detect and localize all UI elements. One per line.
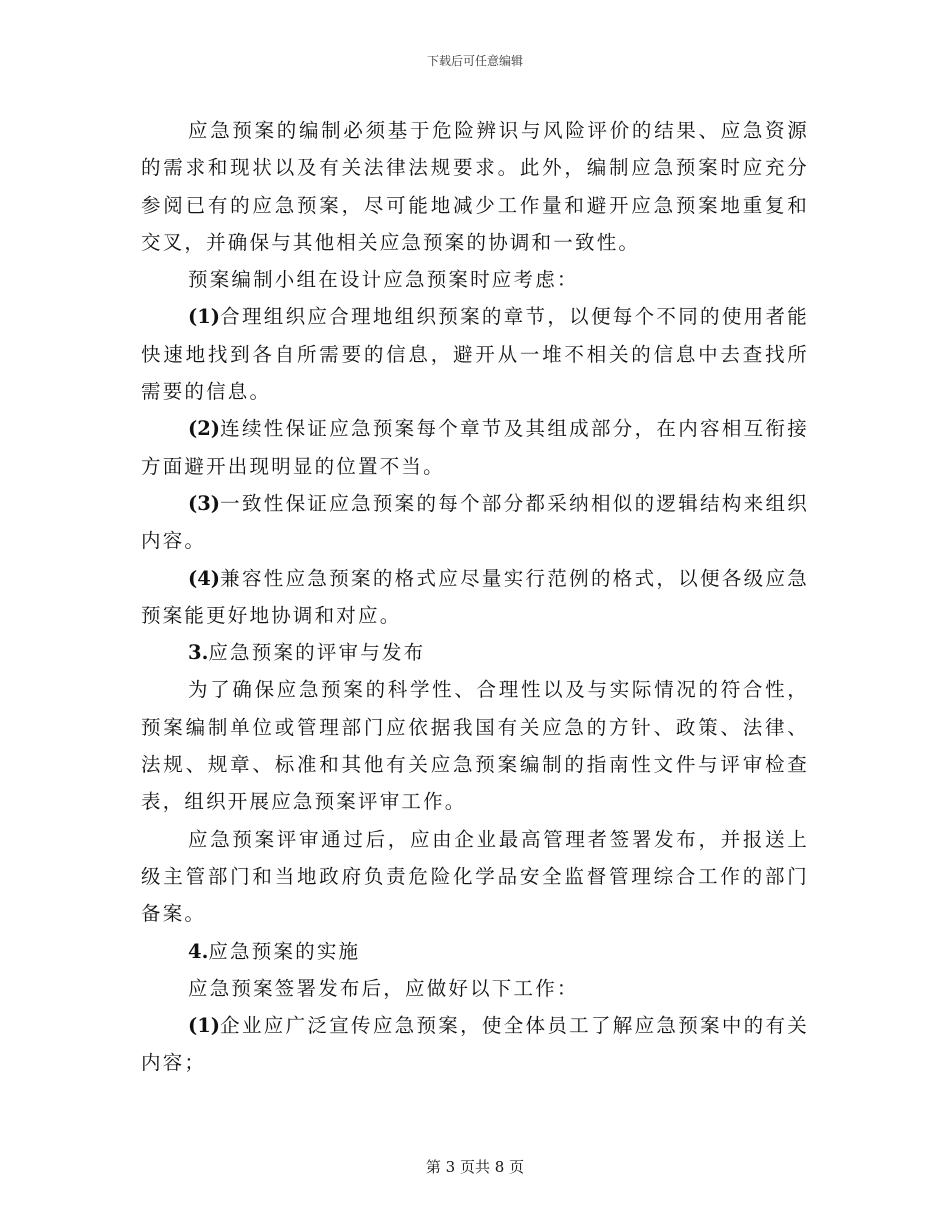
section-title: 应急预案的实施 (208, 939, 361, 963)
item-number: (2) (188, 417, 221, 441)
paragraph-text: 应急预案签署发布后，应做好以下工作： (188, 976, 579, 1000)
paragraph (141, 671, 809, 820)
item-text: 连续性保证应急预案每个章节及其组成部分，在内容相互衔接方面避开出现明显的位置不当。 (141, 417, 809, 478)
item-text: 兼容性应急预案的格式应尽量实行范例的格式，以便各级应急预案能更好地协调和对应。 (141, 566, 809, 627)
page-header: 下载后可任意编辑 (426, 54, 523, 68)
item-text: 合理组织应合理地组织预案的章节，以便每个不同的使用者能快速地找到各自所需要的信息，避开从一堆不相关的信息中去查找所需要的信息。 (141, 305, 809, 404)
section-heading (141, 933, 809, 970)
paragraph-text: 应急预案的编制必须基于危险辨识与风险评价的结果、应急资源的需求和现状以及有关法律法规要求。此外，编制应急预案时应充分参阅已有的应急预案，尽可能地减少工作量和避开应急预案地重复和交叉，并确保与其他相关应急预案的协调和一致性。 (141, 119, 809, 254)
item-text: 一致性保证应急预案的每个部分都采纳相似的逻辑结构来组织内容。 (141, 491, 809, 553)
item-number: (1) (188, 305, 221, 329)
list-item (141, 485, 809, 560)
paragraph (141, 261, 809, 298)
list-item (141, 410, 809, 485)
section-number: 4. (188, 939, 209, 963)
item-number: (1) (188, 1014, 221, 1038)
paragraph (141, 970, 809, 1007)
item-number: (4) (188, 566, 221, 590)
paragraph-text: 预案编制小组在设计应急预案时应考虑： (188, 268, 579, 292)
list-item (141, 560, 809, 635)
document-body (141, 112, 809, 1082)
paragraph-text: 应急预案评审通过后，应由企业最高管理者签署发布，并报送上级主管部门和当地政府负责危险化学品安全监督管理综合工作的部门备案。 (141, 827, 809, 926)
paragraph (141, 112, 809, 261)
paragraph-text: 为了确保应急预案的科学性、合理性以及与实际情况的符合性，预案编制单位或管理部门应依据我国有关应急的方针、政策、法律、法规、规章、标准和其他有关应急预案编制的指南性文件与评审检查表，组织开展应急预案评审工作。 (141, 678, 809, 814)
section-number: 3. (188, 641, 209, 665)
section-title: 应急预案的评审与发布 (208, 641, 426, 665)
list-item (141, 298, 809, 410)
item-text: 企业应广泛宣传应急预案，使全体员工了解应急预案中的有关内容； (141, 1014, 809, 1075)
section-heading (141, 634, 809, 671)
page-footer: 第 3 页共 8 页 (425, 1158, 525, 1176)
list-item (141, 1007, 809, 1082)
paragraph (141, 821, 809, 933)
item-number: (3) (188, 491, 221, 515)
